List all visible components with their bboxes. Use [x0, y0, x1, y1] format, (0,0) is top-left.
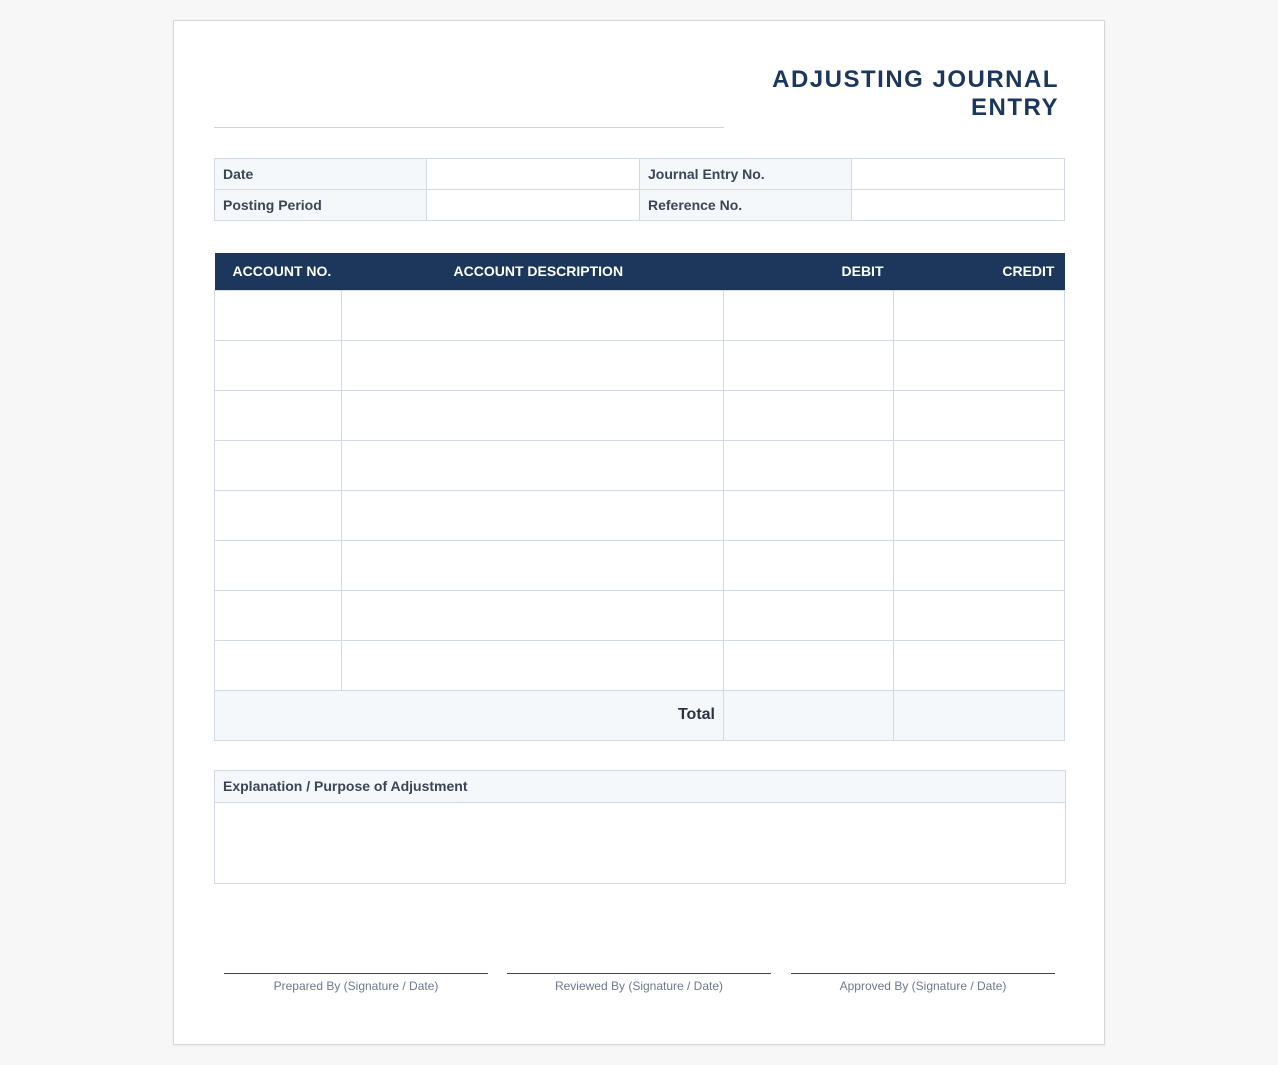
column-header-account-description: ACCOUNT DESCRIPTION [342, 253, 724, 290]
table-row [215, 340, 1065, 390]
account-no-cell[interactable] [215, 340, 342, 390]
table-row [215, 290, 1065, 340]
column-header-debit: DEBIT [724, 253, 894, 290]
explanation-label: Explanation / Purpose of Adjustment [215, 771, 1065, 803]
approved-by-signature [791, 973, 1055, 993]
date-field[interactable] [427, 159, 640, 190]
debit-cell[interactable] [724, 340, 894, 390]
journal-entry-no-label: Journal Entry No. [640, 159, 852, 190]
document-title: ADJUSTING JOURNAL ENTRY [772, 66, 1059, 121]
signature-line[interactable] [791, 973, 1055, 974]
posting-period-field[interactable] [427, 190, 640, 221]
account-no-cell[interactable] [215, 640, 342, 690]
table-row [215, 640, 1065, 690]
table-row [215, 440, 1065, 490]
column-header-credit: CREDIT [894, 253, 1065, 290]
credit-cell[interactable] [894, 590, 1065, 640]
signature-line[interactable] [507, 973, 771, 974]
debit-cell[interactable] [724, 290, 894, 340]
credit-cell[interactable] [894, 290, 1065, 340]
reviewed-by-caption: Reviewed By (Signature / Date) [554, 979, 724, 993]
credit-cell[interactable] [894, 390, 1065, 440]
journal-entries-table [214, 253, 1065, 741]
account-description-cell[interactable] [342, 340, 724, 390]
credit-cell[interactable] [894, 540, 1065, 590]
credit-cell[interactable] [894, 340, 1065, 390]
account-description-cell[interactable] [342, 290, 724, 340]
table-row [215, 490, 1065, 540]
account-description-cell[interactable] [342, 640, 724, 690]
signature-line[interactable] [224, 973, 488, 974]
debit-cell[interactable] [724, 540, 894, 590]
account-description-cell[interactable] [342, 440, 724, 490]
account-no-cell[interactable] [215, 440, 342, 490]
debit-cell[interactable] [724, 640, 894, 690]
table-row [215, 540, 1065, 590]
explanation-box [214, 770, 1066, 884]
prepared-by-caption: Prepared By (Signature / Date) [273, 979, 439, 993]
date-label: Date [215, 159, 427, 190]
credit-cell[interactable] [894, 640, 1065, 690]
approved-by-caption: Approved By (Signature / Date) [839, 979, 1007, 993]
debit-cell[interactable] [724, 440, 894, 490]
document-page [173, 20, 1105, 1045]
account-description-cell[interactable] [342, 590, 724, 640]
debit-cell[interactable] [724, 390, 894, 440]
total-label: Total [215, 690, 724, 740]
account-no-cell[interactable] [215, 390, 342, 440]
credit-cell[interactable] [894, 490, 1065, 540]
total-debit-cell[interactable] [724, 690, 894, 740]
credit-cell[interactable] [894, 440, 1065, 490]
account-no-cell[interactable] [215, 490, 342, 540]
table-header-row [215, 253, 1065, 290]
company-name-line [214, 127, 724, 128]
total-credit-cell[interactable] [894, 690, 1065, 740]
column-header-account-no: ACCOUNT NO. [215, 253, 342, 290]
total-row [215, 690, 1065, 740]
account-description-cell[interactable] [342, 390, 724, 440]
journal-entry-no-field[interactable] [852, 159, 1065, 190]
reference-no-label: Reference No. [640, 190, 852, 221]
reviewed-by-signature [507, 973, 771, 993]
debit-cell[interactable] [724, 590, 894, 640]
table-row [215, 390, 1065, 440]
explanation-field[interactable] [215, 803, 1065, 883]
account-no-cell[interactable] [215, 540, 342, 590]
account-description-cell[interactable] [342, 540, 724, 590]
account-description-cell[interactable] [342, 490, 724, 540]
meta-row [215, 190, 1065, 221]
meta-fields-table [214, 158, 1065, 221]
reference-no-field[interactable] [852, 190, 1065, 221]
prepared-by-signature [224, 973, 488, 993]
meta-row [215, 159, 1065, 190]
debit-cell[interactable] [724, 490, 894, 540]
account-no-cell[interactable] [215, 590, 342, 640]
table-row [215, 590, 1065, 640]
posting-period-label: Posting Period [215, 190, 427, 221]
account-no-cell[interactable] [215, 290, 342, 340]
